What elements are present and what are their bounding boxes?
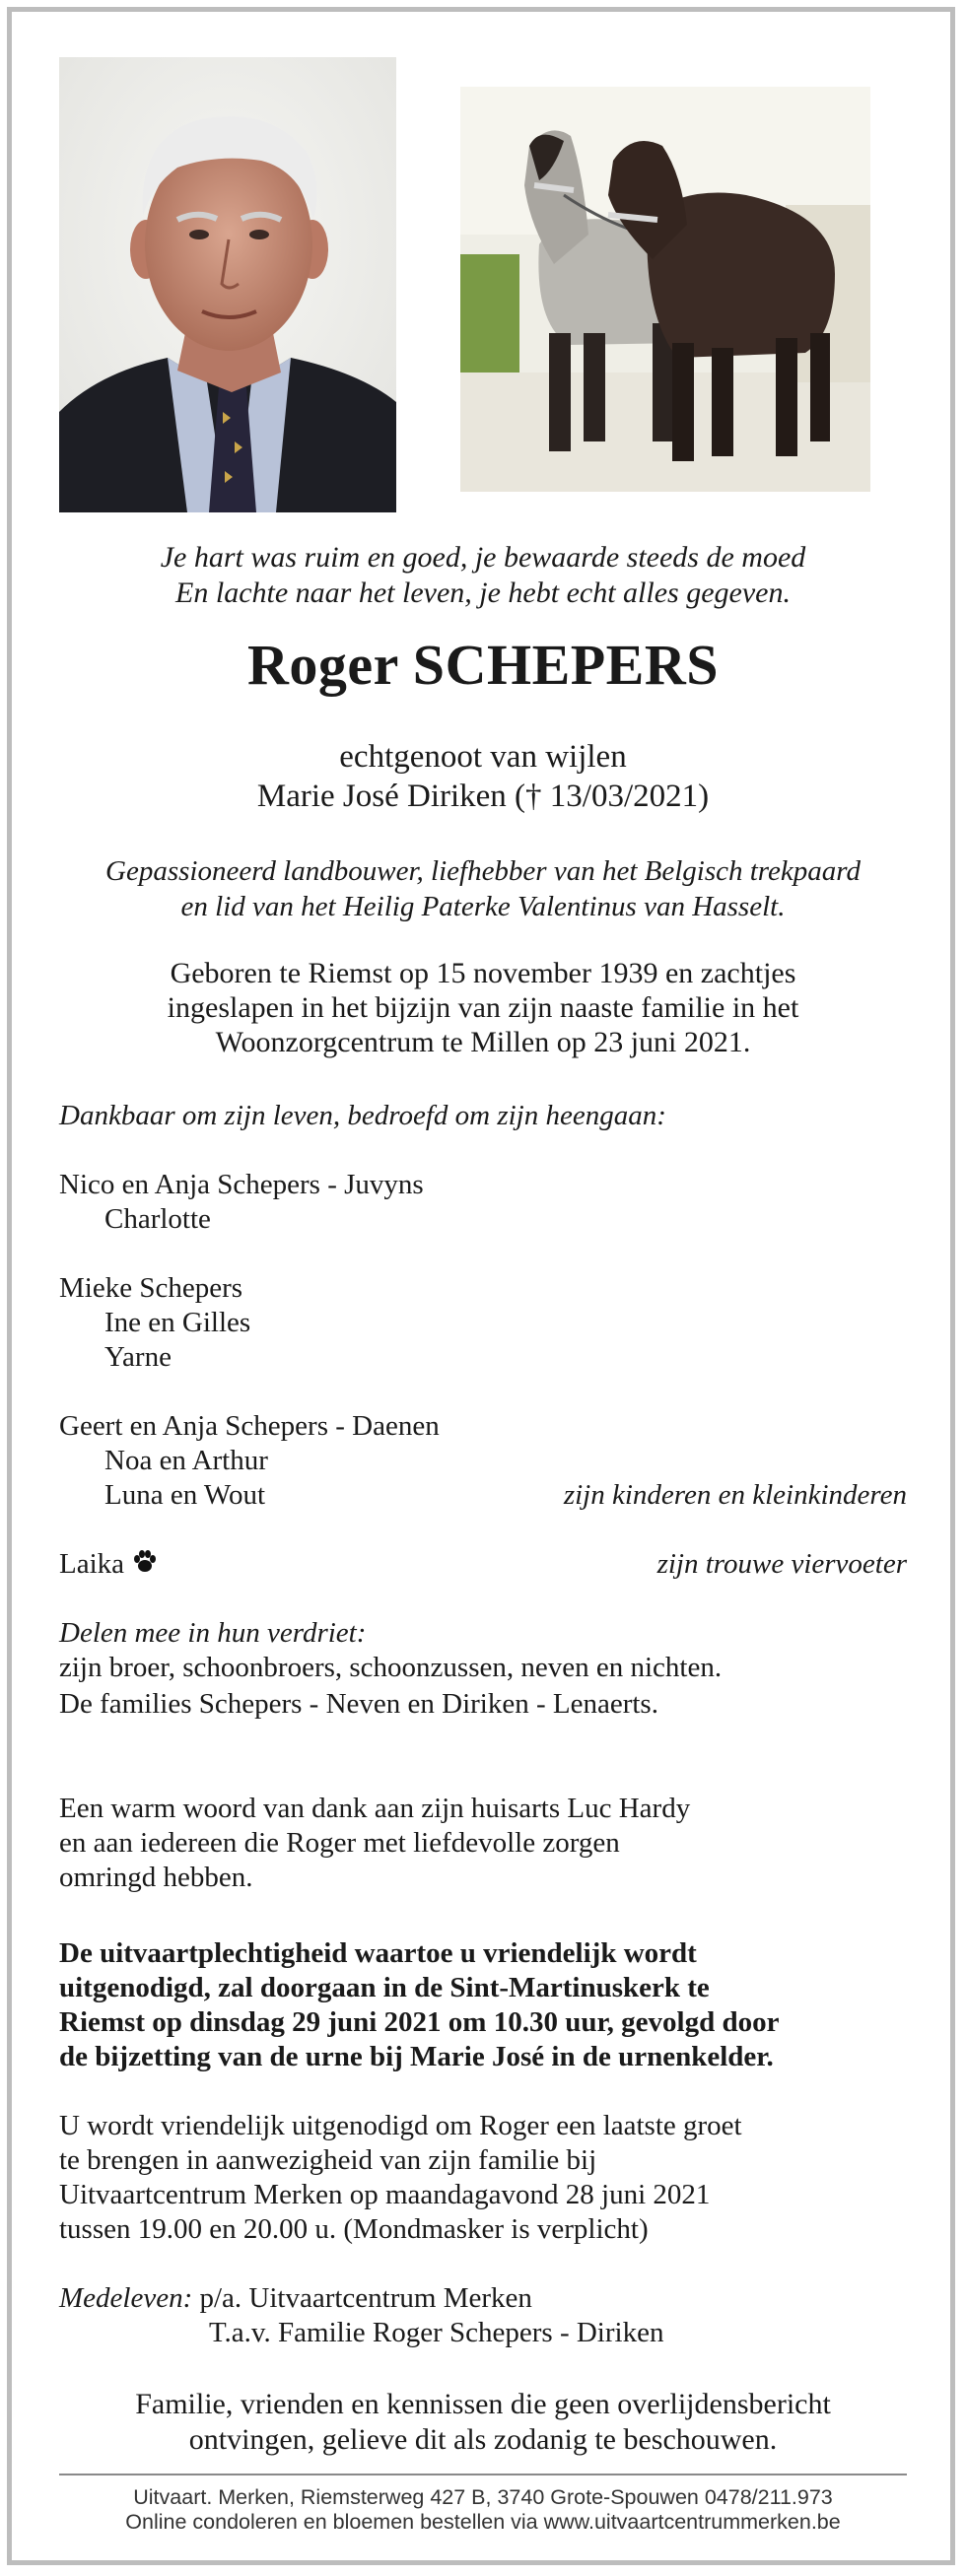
footer-address: Uitvaart. Merken, Riemsterweg 427 B, 3740 Grote-Spouwen 0478/211.973 (133, 2485, 833, 2509)
notice-line: ontvingen, gelieve dit als zodanig te beschouwen. (188, 2423, 778, 2456)
family-group (59, 1409, 907, 1513)
poem (39, 540, 927, 611)
birth-line: Geboren te Riemst op 15 november 1939 en zachtjes (170, 957, 796, 989)
footer-divider (59, 2474, 907, 2475)
family-child: Ine en Gilles (104, 1307, 251, 1338)
profession-line: Gepassioneerd landbouwer, liefhebber van het Belgisch trekpaard (105, 855, 861, 887)
paw-icon (132, 1549, 158, 1584)
visit-info (59, 2109, 907, 2247)
notice-line: Familie, vrienden en kennissen die geen overlijdensbericht (135, 2388, 831, 2420)
condolences-line: T.a.v. Familie Roger Schepers - Diriken (209, 2317, 664, 2348)
thanks-intro (59, 1099, 907, 1133)
family-parents: Geert en Anja Schepers - Daenen (59, 1410, 440, 1442)
birth-line: ingeslapen in het bijzijn van zijn naaste familie in het (167, 991, 799, 1024)
visit-line: Uitvaartcentrum Merken op maandagavond 28 juni 2021 (59, 2179, 711, 2210)
notice (39, 2387, 927, 2458)
doctor-thanks-line: Een warm woord van dank aan zijn huisarts Luc Hardy (59, 1793, 691, 1824)
horses-photo (460, 87, 870, 492)
families-text: De families Schepers - Neven en Diriken - Lenaerts. (59, 1688, 658, 1720)
pet-line (59, 1547, 907, 1584)
share-text: zijn broer, schoonbroers, schoonzussen, neven en nichten. (59, 1652, 723, 1683)
thanks-intro-text: Dankbaar om zijn leven, bedroefd om zijn heengaan: (59, 1100, 666, 1131)
family-parents: Mieke Schepers (59, 1272, 243, 1304)
family-child: Yarne (104, 1341, 172, 1373)
deceased-name: Roger SCHEPERS (246, 633, 720, 697)
doctor-thanks-line: omringd hebben. (59, 1862, 253, 1893)
condolences-address (59, 2281, 907, 2350)
spouse-line: Marie José Diriken († 13/03/2021) (256, 779, 710, 814)
pet-name: Laika (59, 1548, 125, 1580)
condolences-label: Medeleven: (59, 2282, 193, 2314)
condolences-line: p/a. Uitvaartcentrum Merken (199, 2282, 532, 2314)
portrait-photo (59, 57, 396, 512)
family-child: Luna en Wout (104, 1479, 266, 1511)
footer (39, 2485, 927, 2535)
birth-info (39, 956, 927, 1059)
profession (39, 853, 927, 924)
ceremony-line: De uitvaartplechtigheid waartoe u vriendelijk wordt (59, 1937, 697, 1969)
spouse-info (39, 737, 927, 816)
families (59, 1687, 907, 1722)
pet-relation: zijn trouwe viervoeter (656, 1548, 907, 1580)
visit-line: U wordt vriendelijk uitgenodigd om Roger een laatste groet (59, 2110, 742, 2141)
ceremony-line: Riemst op dinsdag 29 juni 2021 om 10.30 uur, gevolgd door (59, 2006, 780, 2038)
share-intro: Delen mee in hun verdriet: (59, 1617, 367, 1649)
visit-line: te brengen in aanwezigheid van zijn familie bij (59, 2144, 597, 2176)
family-parents: Nico en Anja Schepers - Juvyns (59, 1169, 424, 1200)
ceremony-line: de bijzetting van de urne bij Marie José in de urnenkelder. (59, 2041, 774, 2072)
footer-website: Online condoleren en bloemen bestellen via www.uitvaartcentrummerken.be (125, 2510, 841, 2534)
family-relation: zijn kinderen en kleinkinderen (563, 1479, 907, 1511)
share-grief (59, 1616, 907, 1685)
visit-line: tussen 19.00 en 20.00 u. (Mondmasker is verplicht) (59, 2213, 649, 2245)
spouse-line: echtgenoot van wijlen (339, 739, 627, 775)
poem-line: En lachte naar het leven, je hebt echt alles gegeven. (175, 576, 791, 609)
ceremony-line: uitgenodigd, zal doorgaan in de Sint-Martinuskerk te (59, 1972, 710, 2003)
family-child: Noa en Arthur (104, 1445, 268, 1476)
doctor-thanks-line: en aan iedereen die Roger met liefdevolle zorgen (59, 1827, 620, 1859)
family-child: Charlotte (104, 1203, 211, 1235)
family-group (59, 1168, 907, 1237)
profession-line: en lid van het Heilig Paterke Valentinus van Hasselt. (180, 891, 786, 922)
birth-line: Woonzorgcentrum te Millen op 23 juni 2021. (215, 1026, 751, 1058)
ceremony-info (59, 1936, 907, 2074)
family-group (59, 1271, 907, 1375)
doctor-thanks (59, 1792, 907, 1895)
poem-line: Je hart was ruim en goed, je bewaarde steeds de moed (160, 541, 806, 574)
